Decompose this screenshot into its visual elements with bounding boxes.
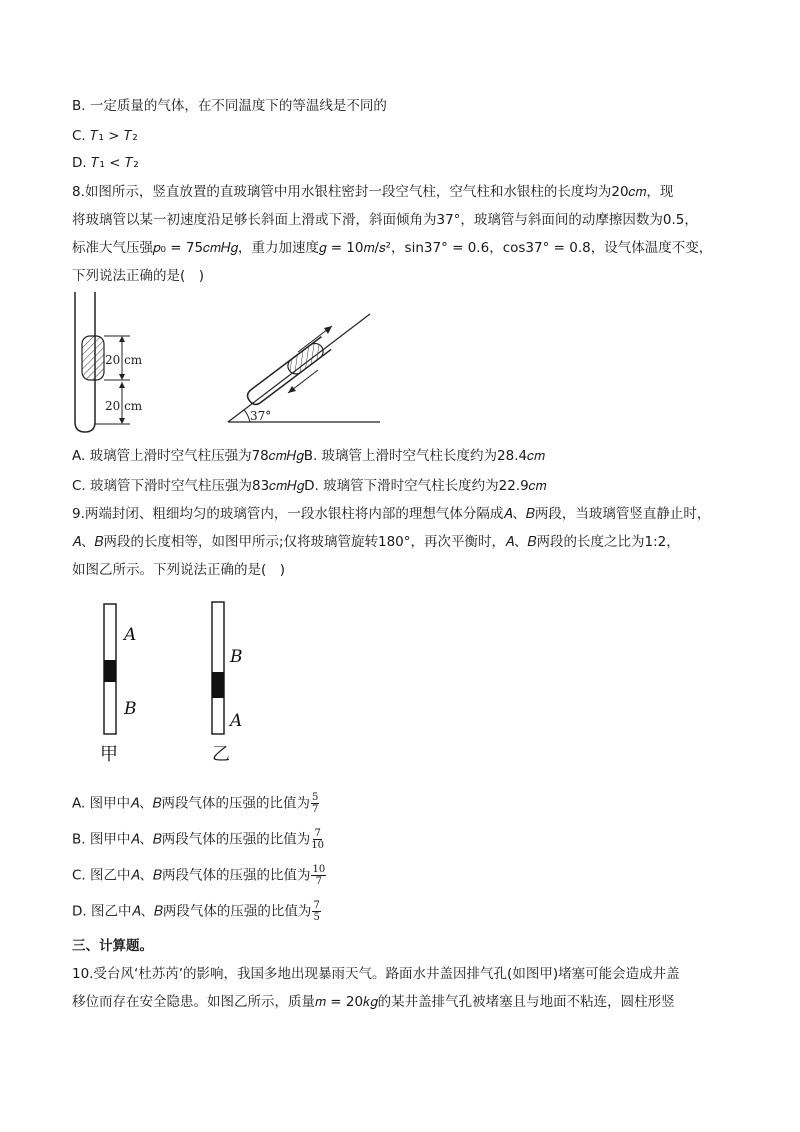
q9-line-1: 9.两端封闭、粗细均匀的玻璃管内，一段水银柱将内部的理想气体分隔成𝐴、𝐵两段，当玻璃管竖直静止时， <box>72 506 711 522</box>
jia-label-top: A <box>124 625 137 645</box>
fraction-numerator: 7 <box>314 828 321 839</box>
fraction-denominator: 5 <box>313 912 320 923</box>
mercury-jia <box>104 660 116 682</box>
fraction-numerator: 7 <box>313 900 320 911</box>
yi-label-top: B <box>230 647 243 667</box>
q9-option-c <box>72 864 326 887</box>
fraction-numerator: 10 <box>312 864 326 875</box>
figure-9 <box>90 598 290 768</box>
q8-options-ab: A. 玻璃管上滑时空气柱压强为78𝑐𝑚𝐻𝑔B. 玻璃管上滑时空气柱长度约为28.4𝑐𝑚 <box>72 448 545 464</box>
q8-line-3: 标准大气压强𝑝₀ = 75𝑐𝑚𝐻𝑔，重力加速度𝑔 = 10𝑚/𝑠²，sin37° = 0.6，cos37° = 0.8，设气体温度不变， <box>72 240 713 256</box>
option-text: B. 图甲中𝐴、𝐵两段气体的压强的比值为 <box>72 831 311 848</box>
figure-8 <box>60 292 390 442</box>
tube-yi <box>212 602 224 734</box>
q8-options-cd: C. 玻璃管下滑时空气柱压强为83𝑐𝑚𝐻𝑔D. 玻璃管下滑时空气柱长度约为22.9𝑐𝑚 <box>72 478 547 494</box>
line-c: C. 𝑇₁ > 𝑇₂ <box>72 128 138 144</box>
q8-line-4: 下列说法正确的是( ) <box>72 268 205 284</box>
fraction-denominator: 7 <box>312 804 319 815</box>
dim-label-upper: 20 cm <box>105 353 143 367</box>
angle-label: 37° <box>250 409 272 423</box>
section-title: 三、计算题。 <box>72 938 153 954</box>
q9-option-a <box>72 792 319 815</box>
q10-line-2: 移位而存在安全隐患。如图乙所示，质量𝑚 = 20𝑘𝑔的某井盖排气孔被堵塞且与地面不粘连，圆柱形竖 <box>72 994 675 1010</box>
q8-line-2: 将玻璃管以某一初速度沿足够长斜面上滑或下滑，斜面倾角为37°，玻璃管与斜面间的动摩擦因数为0.5， <box>72 212 698 228</box>
fraction-denominator: 10 <box>311 840 325 851</box>
option-text: C. 图乙中𝐴、𝐵两段气体的压强的比值为 <box>72 867 311 884</box>
yi-caption: 乙 <box>212 744 230 765</box>
dim-label-lower: 20 cm <box>105 399 143 413</box>
q9-line-2: 𝐴、𝐵两段的长度相等，如图甲所示;仅将玻璃管旋转180°，再次平衡时，𝐴、𝐵两段的长度之比为1:2， <box>72 534 680 550</box>
line-b: B. 一定质量的气体，在不同温度下的等温线是不同的 <box>72 98 387 114</box>
jia-label-bottom: B <box>124 699 137 719</box>
fraction-denominator: 7 <box>315 876 323 887</box>
q9-option-d <box>72 900 321 923</box>
option-text: D. 图乙中𝐴、𝐵两段气体的压强的比值为 <box>72 903 312 920</box>
q10-line-1: 10.受台风‘杜苏芮’的影响，我国多地出现暴雨天气。路面水井盖因排气孔(如图甲)堵塞可能会造成井盖 <box>72 966 680 982</box>
fraction-numerator: 5 <box>312 792 319 803</box>
jia-caption: 甲 <box>100 744 118 765</box>
q9-option-b <box>72 828 324 851</box>
yi-label-bottom: A <box>230 711 243 731</box>
mercury-yi <box>212 672 224 698</box>
option-text: A. 图甲中𝐴、𝐵两段气体的压强的比值为 <box>72 795 311 812</box>
line-d: D. 𝑇₁ < 𝑇₂ <box>72 155 139 171</box>
q8-line-1: 8.如图所示，竖直放置的直玻璃管中用水银柱密封一段空气柱，空气柱和水银柱的长度均为20𝑐𝑚，现 <box>72 184 674 200</box>
mercury-column <box>82 336 104 380</box>
q9-line-3: 如图乙所示。下列说法正确的是( ) <box>72 562 286 578</box>
